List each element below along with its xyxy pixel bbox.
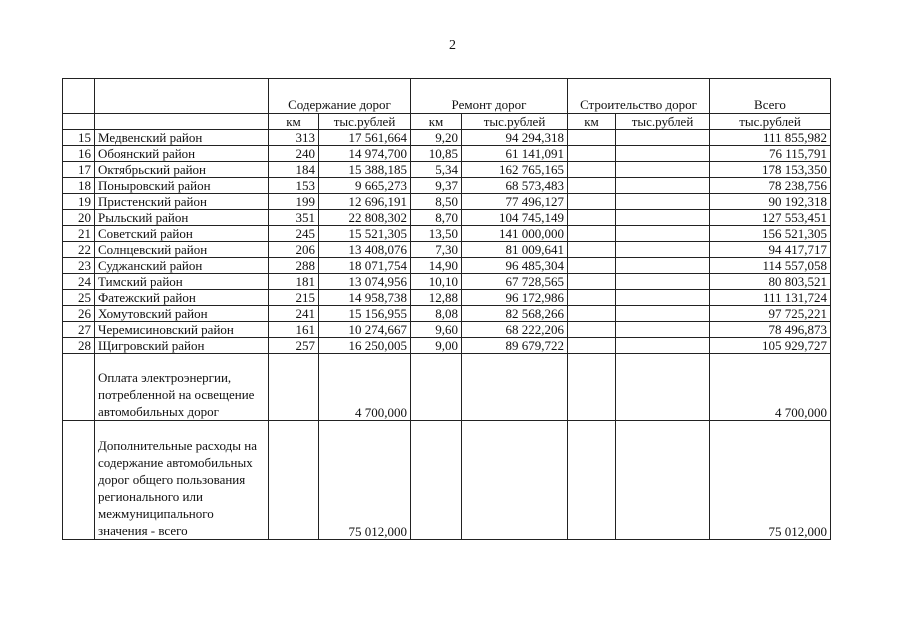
maintenance-rub-cell: 14 974,700: [319, 146, 411, 162]
district-name-cell: Октябрьский район: [95, 162, 269, 178]
total-rub-cell: 97 725,221: [710, 306, 831, 322]
construction-rub-cell: [616, 130, 710, 146]
header-unit-rub-maintenance: тыс.рублей: [319, 114, 411, 130]
total-rub-cell: 90 192,318: [710, 194, 831, 210]
total-rub-cell: 111 131,724: [710, 290, 831, 306]
maintenance-km-cell: 199: [269, 194, 319, 210]
construction-rub-cell: [616, 290, 710, 306]
construction-km-cell: [568, 210, 616, 226]
repair-rub-cell: 68 573,483: [462, 178, 568, 194]
repair-km-cell: [411, 354, 462, 421]
maintenance-rub-cell: 18 071,754: [319, 258, 411, 274]
maintenance-rub-cell: 15 521,305: [319, 226, 411, 242]
construction-km-cell: [568, 258, 616, 274]
construction-km-cell: [568, 130, 616, 146]
maintenance-rub-cell: 16 250,005: [319, 338, 411, 354]
maintenance-rub-cell: 75 012,000: [319, 421, 411, 540]
maintenance-rub-cell: 15 156,955: [319, 306, 411, 322]
total-rub-cell: 78 238,756: [710, 178, 831, 194]
maintenance-rub-cell: 9 665,273: [319, 178, 411, 194]
total-rub-cell: 78 496,873: [710, 322, 831, 338]
construction-rub-cell: [616, 421, 710, 540]
repair-rub-cell: 89 679,722: [462, 338, 568, 354]
district-name-cell: Солнцевский район: [95, 242, 269, 258]
maintenance-km-cell: 288: [269, 258, 319, 274]
repair-rub-cell: 94 294,318: [462, 130, 568, 146]
repair-rub-cell: 67 728,565: [462, 274, 568, 290]
construction-rub-cell: [616, 242, 710, 258]
maintenance-km-cell: 351: [269, 210, 319, 226]
header-unit-rub-total: тыс.рублей: [710, 114, 831, 130]
construction-rub-cell: [616, 146, 710, 162]
construction-km-cell: [568, 322, 616, 338]
total-rub-cell: 114 557,058: [710, 258, 831, 274]
table-row: [63, 338, 831, 354]
total-rub-cell: 75 012,000: [710, 421, 831, 540]
table-row: [63, 306, 831, 322]
repair-rub-cell: 68 222,206: [462, 322, 568, 338]
maintenance-km-cell: [269, 354, 319, 421]
construction-km-cell: [568, 242, 616, 258]
row-number-cell: 21: [63, 226, 95, 242]
table-row: [63, 242, 831, 258]
repair-rub-cell: 81 009,641: [462, 242, 568, 258]
district-name-cell: Суджанский район: [95, 258, 269, 274]
page-number: 2: [449, 38, 456, 53]
row-number-cell: 17: [63, 162, 95, 178]
header-empty-num: [63, 79, 95, 114]
district-name-cell: Медвенский район: [95, 130, 269, 146]
maintenance-km-cell: 153: [269, 178, 319, 194]
district-name-cell: Щигровский район: [95, 338, 269, 354]
construction-km-cell: [568, 338, 616, 354]
repair-km-cell: 9,37: [411, 178, 462, 194]
header-construction: Строительство дорог: [568, 79, 710, 114]
repair-km-cell: 5,34: [411, 162, 462, 178]
table-row-extra: [63, 354, 831, 421]
construction-rub-cell: [616, 322, 710, 338]
table-row: [63, 146, 831, 162]
row-number-cell: 27: [63, 322, 95, 338]
maintenance-km-cell: 245: [269, 226, 319, 242]
repair-km-cell: 8,70: [411, 210, 462, 226]
header-repair: Ремонт дорог: [411, 79, 568, 114]
repair-km-cell: 8,50: [411, 194, 462, 210]
district-name-cell: Тимский район: [95, 274, 269, 290]
district-name-cell: Оплата электроэнергии, потребленной на освещение автомобильных дорог: [95, 354, 269, 421]
maintenance-km-cell: 313: [269, 130, 319, 146]
construction-rub-cell: [616, 274, 710, 290]
table-row: [63, 210, 831, 226]
construction-km-cell: [568, 306, 616, 322]
row-number-cell: 25: [63, 290, 95, 306]
maintenance-km-cell: 215: [269, 290, 319, 306]
table-row: [63, 178, 831, 194]
total-rub-cell: 80 803,521: [710, 274, 831, 290]
repair-rub-cell: 61 141,091: [462, 146, 568, 162]
header-unit-km-construction: км: [568, 114, 616, 130]
header-row-groups: [63, 79, 831, 114]
row-number-cell: 19: [63, 194, 95, 210]
row-number-cell: 24: [63, 274, 95, 290]
repair-km-cell: 14,90: [411, 258, 462, 274]
construction-km-cell: [568, 290, 616, 306]
maintenance-rub-cell: 10 274,667: [319, 322, 411, 338]
total-rub-cell: 76 115,791: [710, 146, 831, 162]
construction-km-cell: [568, 146, 616, 162]
table-row: [63, 226, 831, 242]
maintenance-km-cell: 206: [269, 242, 319, 258]
maintenance-rub-cell: 14 958,738: [319, 290, 411, 306]
district-name-cell: Хомутовский район: [95, 306, 269, 322]
maintenance-rub-cell: 13 408,076: [319, 242, 411, 258]
construction-rub-cell: [616, 194, 710, 210]
header-unit-empty-name: [95, 114, 269, 130]
maintenance-km-cell: 240: [269, 146, 319, 162]
construction-km-cell: [568, 274, 616, 290]
maintenance-km-cell: 257: [269, 338, 319, 354]
maintenance-rub-cell: 13 074,956: [319, 274, 411, 290]
construction-rub-cell: [616, 162, 710, 178]
district-name-cell: Фатежский район: [95, 290, 269, 306]
repair-rub-cell: 77 496,127: [462, 194, 568, 210]
maintenance-rub-cell: 22 808,302: [319, 210, 411, 226]
district-name-cell: Поныровский район: [95, 178, 269, 194]
total-rub-cell: 156 521,305: [710, 226, 831, 242]
construction-rub-cell: [616, 210, 710, 226]
row-number-cell: 18: [63, 178, 95, 194]
header-unit-empty-num: [63, 114, 95, 130]
construction-km-cell: [568, 162, 616, 178]
header-maintenance: Содержание дорог: [269, 79, 411, 114]
maintenance-km-cell: [269, 421, 319, 540]
construction-rub-cell: [616, 338, 710, 354]
district-name-cell: Черемисиновский район: [95, 322, 269, 338]
header-empty-name: [95, 79, 269, 114]
maintenance-km-cell: 241: [269, 306, 319, 322]
construction-rub-cell: [616, 178, 710, 194]
repair-rub-cell: [462, 421, 568, 540]
header-unit-rub-construction: тыс.рублей: [616, 114, 710, 130]
repair-km-cell: 13,50: [411, 226, 462, 242]
table-row: [63, 258, 831, 274]
repair-km-cell: 8,08: [411, 306, 462, 322]
row-number-cell: 28: [63, 338, 95, 354]
row-number-cell: 20: [63, 210, 95, 226]
repair-rub-cell: 82 568,266: [462, 306, 568, 322]
maintenance-km-cell: 181: [269, 274, 319, 290]
row-number-cell: 16: [63, 146, 95, 162]
construction-rub-cell: [616, 226, 710, 242]
table-row: [63, 274, 831, 290]
construction-rub-cell: [616, 306, 710, 322]
row-number-cell: [63, 354, 95, 421]
repair-rub-cell: 104 745,149: [462, 210, 568, 226]
repair-km-cell: 10,10: [411, 274, 462, 290]
row-number-cell: 23: [63, 258, 95, 274]
repair-km-cell: 10,85: [411, 146, 462, 162]
table-row: [63, 290, 831, 306]
row-number-cell: [63, 421, 95, 540]
district-name-cell: Советский район: [95, 226, 269, 242]
district-name-cell: Дополнительные расходы на содержание автомобильных дорог общего пользования регионального или межмуниципального значения - всего: [95, 421, 269, 540]
maintenance-rub-cell: 17 561,664: [319, 130, 411, 146]
total-rub-cell: 127 553,451: [710, 210, 831, 226]
header-unit-rub-repair: тыс.рублей: [462, 114, 568, 130]
repair-rub-cell: [462, 354, 568, 421]
row-number-cell: 26: [63, 306, 95, 322]
table-row-extra: [63, 421, 831, 540]
repair-rub-cell: 162 765,165: [462, 162, 568, 178]
total-rub-cell: 4 700,000: [710, 354, 831, 421]
repair-rub-cell: 96 485,304: [462, 258, 568, 274]
header-row-units: [63, 114, 831, 130]
total-rub-cell: 94 417,717: [710, 242, 831, 258]
construction-km-cell: [568, 421, 616, 540]
total-rub-cell: 105 929,727: [710, 338, 831, 354]
table-row: [63, 162, 831, 178]
table-row: [63, 322, 831, 338]
district-name-cell: Обоянский район: [95, 146, 269, 162]
district-name-cell: Пристенский район: [95, 194, 269, 210]
maintenance-rub-cell: 15 388,185: [319, 162, 411, 178]
row-number-cell: 15: [63, 130, 95, 146]
repair-km-cell: [411, 421, 462, 540]
road-financing-table: [62, 78, 831, 540]
repair-km-cell: 12,88: [411, 290, 462, 306]
repair-km-cell: 7,30: [411, 242, 462, 258]
header-unit-km-maintenance: км: [269, 114, 319, 130]
construction-km-cell: [568, 354, 616, 421]
repair-km-cell: 9,20: [411, 130, 462, 146]
construction-km-cell: [568, 194, 616, 210]
total-rub-cell: 178 153,350: [710, 162, 831, 178]
district-name-cell: Рыльский район: [95, 210, 269, 226]
construction-km-cell: [568, 226, 616, 242]
maintenance-km-cell: 184: [269, 162, 319, 178]
repair-rub-cell: 96 172,986: [462, 290, 568, 306]
construction-km-cell: [568, 178, 616, 194]
maintenance-rub-cell: 12 696,191: [319, 194, 411, 210]
table-row: [63, 130, 831, 146]
header-unit-km-repair: км: [411, 114, 462, 130]
total-rub-cell: 111 855,982: [710, 130, 831, 146]
header-total: Всего: [710, 79, 831, 114]
maintenance-km-cell: 161: [269, 322, 319, 338]
repair-km-cell: 9,00: [411, 338, 462, 354]
row-number-cell: 22: [63, 242, 95, 258]
construction-rub-cell: [616, 258, 710, 274]
repair-rub-cell: 141 000,000: [462, 226, 568, 242]
maintenance-rub-cell: 4 700,000: [319, 354, 411, 421]
table-row: [63, 194, 831, 210]
repair-km-cell: 9,60: [411, 322, 462, 338]
construction-rub-cell: [616, 354, 710, 421]
